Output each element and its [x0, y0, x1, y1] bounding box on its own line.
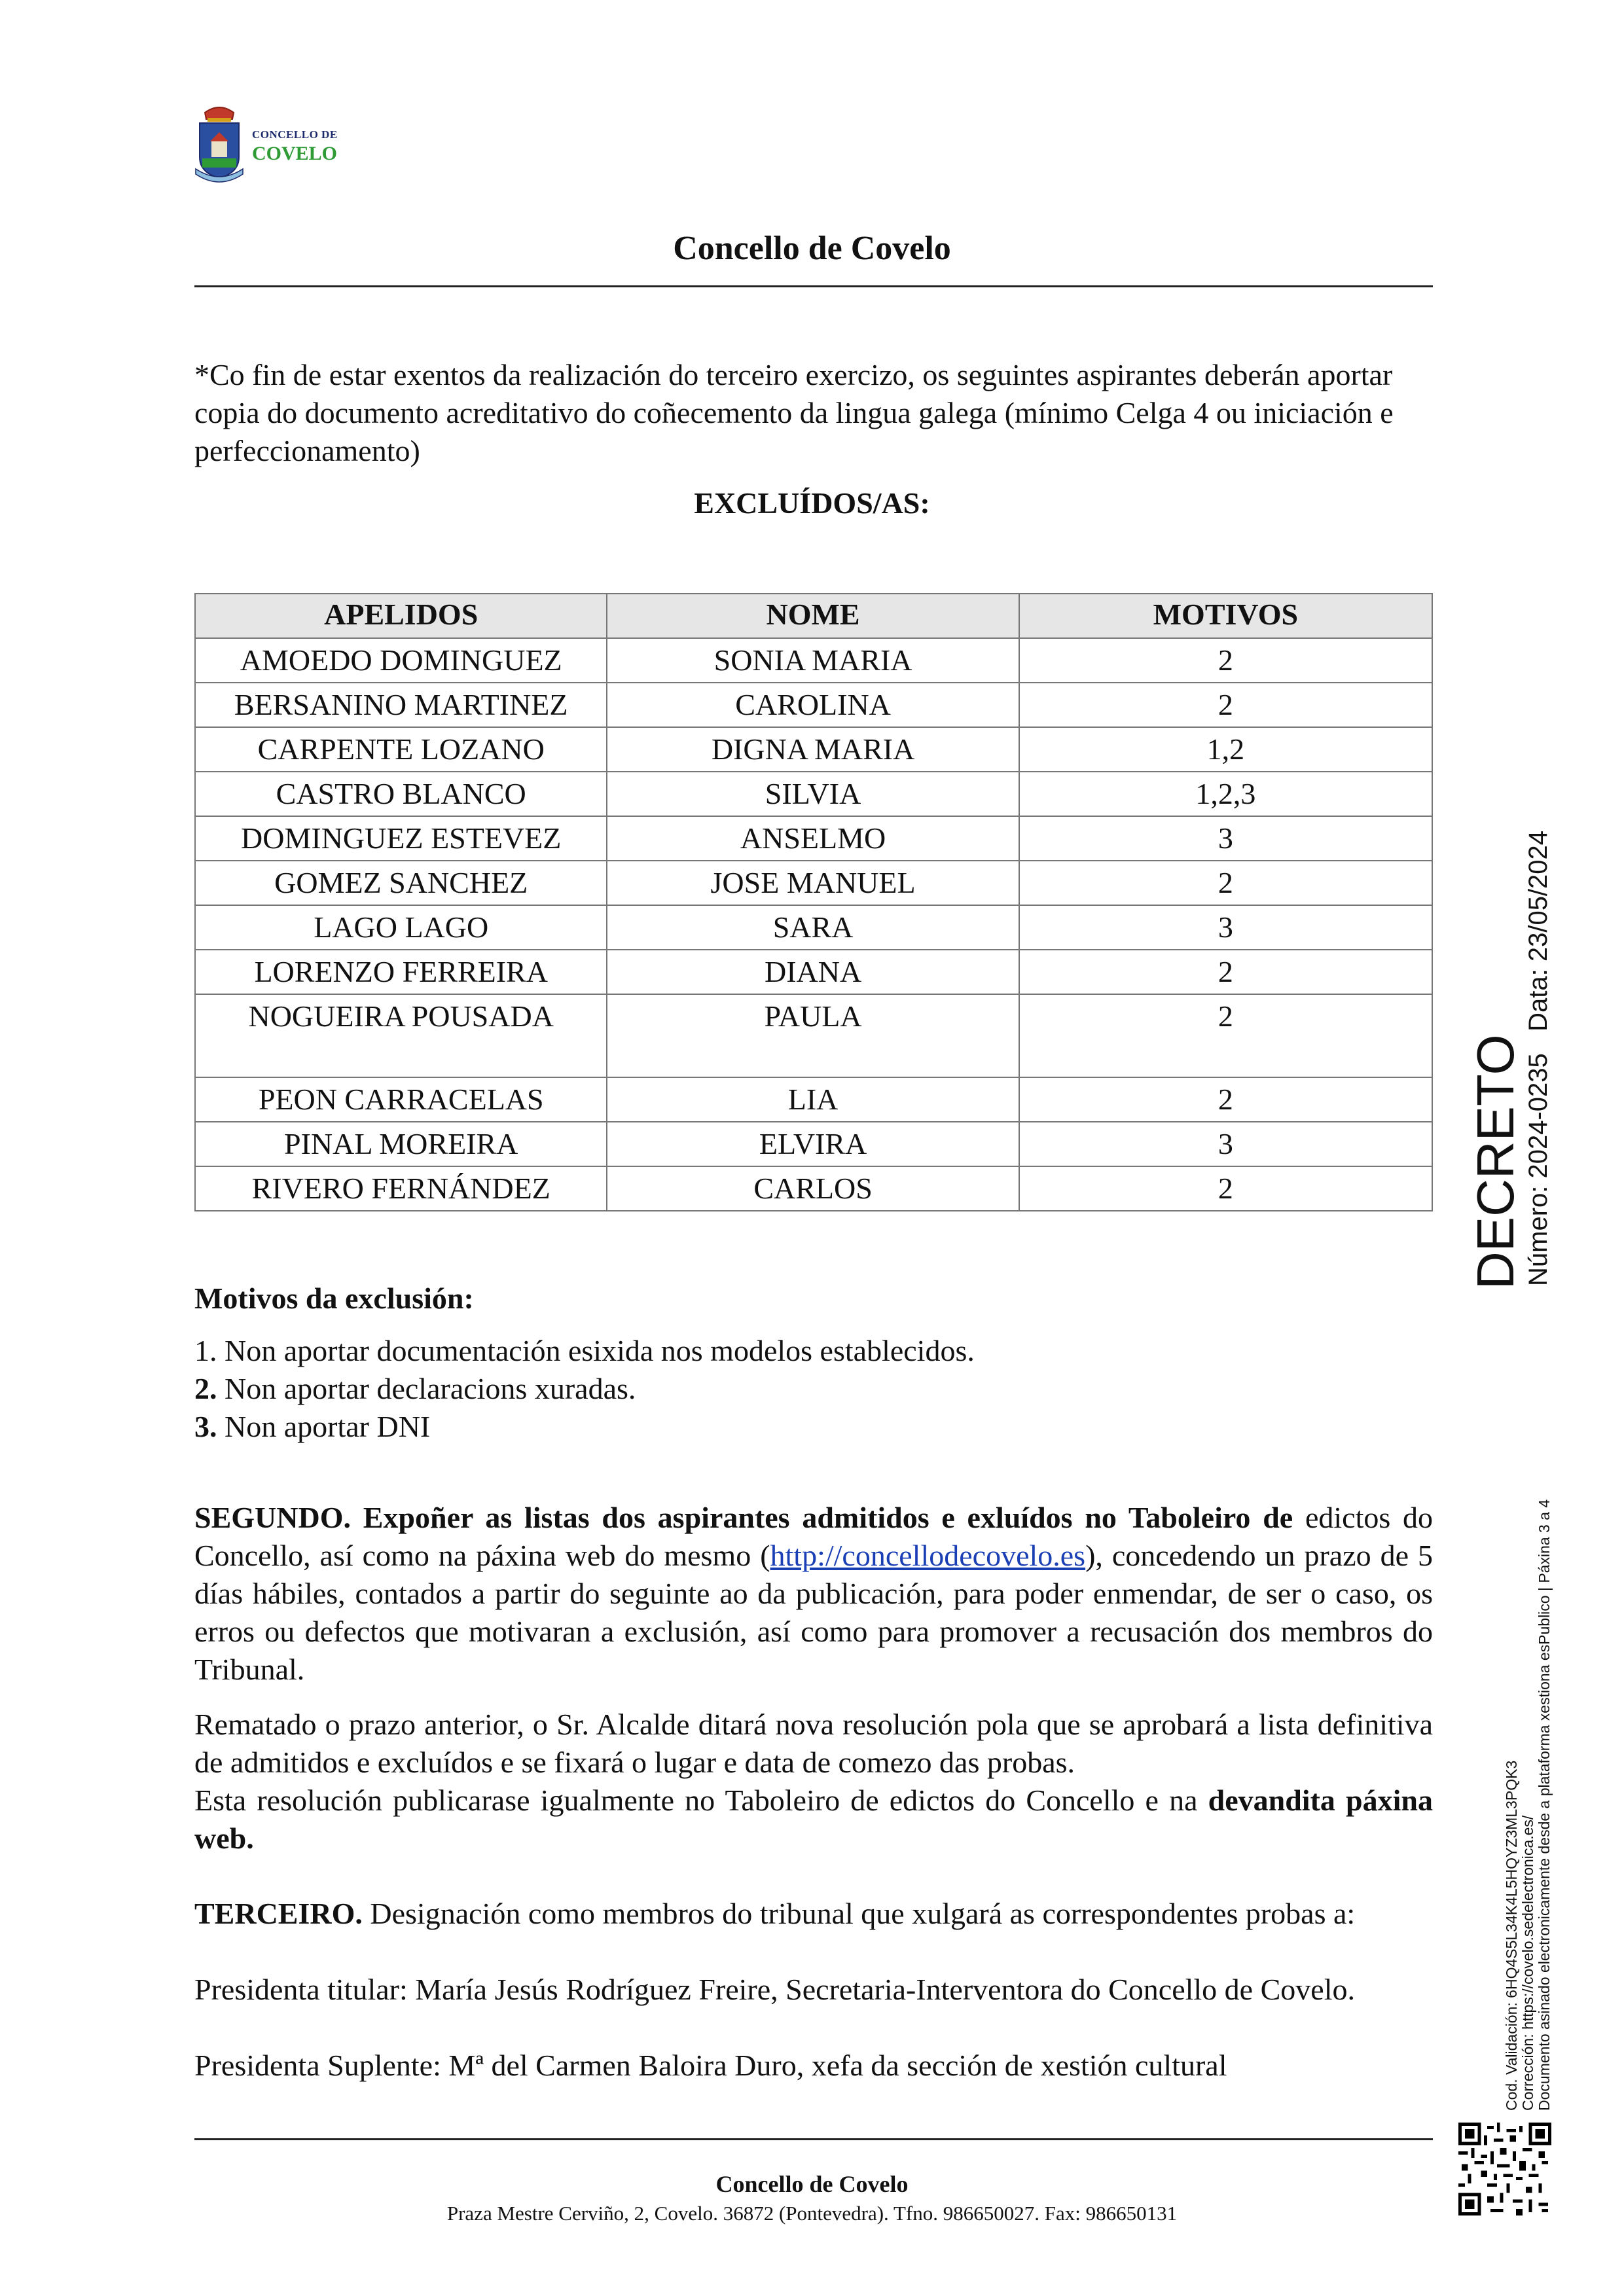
list-item — [194, 1332, 975, 1370]
motivos-list — [194, 1332, 975, 1446]
qr-code-icon — [1458, 2123, 1551, 2215]
segundo-paragraph-2: Rematado o prazo anterior, o Sr. Alcalde ditará nova resolución pola que se aprobará a lista definitiva de admitidos e excluídos e se fixará o lugar e data de comezo das probas. — [194, 1708, 1433, 1779]
website-link[interactable]: http://concellodecovelo.es — [770, 1539, 1086, 1572]
page-title: Concello de Covelo — [673, 230, 951, 267]
table-row — [195, 1122, 1432, 1166]
cell-apelidos: NOGUEIRA POUSADA — [195, 994, 607, 1077]
table-row — [195, 727, 1432, 772]
header-nome: NOME — [607, 594, 1019, 638]
segundo-para3-bold: devandita páxina web. — [194, 1784, 1433, 1855]
excluded-heading: EXCLUÍDOS/AS: — [694, 486, 930, 520]
table-row — [195, 1166, 1432, 1211]
table-row — [195, 950, 1432, 994]
decreto-stamp: DECRETO — [1466, 1034, 1525, 1289]
segundo-text2: ), concedendo un prazo de 5 días hábiles, contados a partir do seguinte ao da publicación, para poder enmendar, de ser o caso, os erros ou defectos que motivaran a exclusión, así como para promover a recusación dos membros do Tribunal. — [194, 1539, 1433, 1686]
table-header-row — [195, 594, 1432, 638]
cell-nome: DIANA — [607, 950, 1019, 994]
cell-nome: ELVIRA — [607, 1122, 1019, 1166]
motivo-number: 1. — [194, 1334, 217, 1367]
motivo-text: Non aportar DNI — [217, 1410, 431, 1443]
intro-paragraph: *Co fin de estar exentos da realización do terceiro exercizo, os seguintes aspirantes deberán aportar copia do documento acreditativo do coñecemento da lingua galega (mínimo Celga 4 ou iniciación e perfeccionamento) — [194, 358, 1394, 467]
cell-apelidos: PINAL MOREIRA — [195, 1122, 607, 1166]
cell-apelidos: DOMINGUEZ ESTEVEZ — [195, 816, 607, 861]
header-apelidos: APELIDOS — [195, 594, 607, 638]
cell-motivos: 1,2,3 — [1019, 772, 1432, 816]
validation-signature: Documento asinado electronicamente desde a plataforma xestiona esPublico | Páxina 3 a 4 — [1536, 1499, 1553, 2111]
cell-apelidos: CARPENTE LOZANO — [195, 727, 607, 772]
coat-of-arms-icon — [193, 103, 245, 195]
footer-address: Praza Mestre Cerviño, 2, Covelo. 36872 (Pontevedra). Tfno. 986650027. Fax: 986650131 — [446, 2202, 1178, 2225]
motivo-text: Non aportar declaracions xuradas. — [217, 1372, 636, 1405]
segundo-paragraph — [194, 1499, 1433, 1689]
cell-apelidos: BERSANINO MARTINEZ — [195, 683, 607, 727]
cell-motivos: 2 — [1019, 950, 1432, 994]
presidenta-titular: Presidenta titular: María Jesús Rodríguez Freire, Secretaria-Interventora do Concello de Covelo. — [194, 1973, 1355, 2006]
cell-apelidos: RIVERO FERNÁNDEZ — [195, 1166, 607, 1211]
cell-motivos: 2 — [1019, 1077, 1432, 1122]
cell-apelidos: GOMEZ SANCHEZ — [195, 861, 607, 905]
table-row — [195, 994, 1432, 1077]
cell-motivos: 3 — [1019, 1122, 1432, 1166]
table-row — [195, 772, 1432, 816]
motivo-number: 3. — [194, 1410, 217, 1443]
cell-motivos: 3 — [1019, 816, 1432, 861]
cell-nome: SONIA MARIA — [607, 638, 1019, 683]
footer-title: Concello de Covelo — [715, 2171, 909, 2197]
terceiro-text: Designación como membros do tribunal que xulgará as correspondentes probas a: — [362, 1897, 1356, 1930]
motivo-text: Non aportar documentación esixida nos modelos establecidos. — [217, 1334, 975, 1367]
cell-motivos: 1,2 — [1019, 727, 1432, 772]
footer-divider — [194, 2138, 1433, 2140]
cell-motivos: 3 — [1019, 905, 1432, 950]
validation-block — [1504, 1499, 1553, 2111]
header-divider — [194, 285, 1433, 287]
validation-url: Corrección: https://covelo.sedelectronica.es/ — [1519, 1815, 1536, 2111]
cell-apelidos: CASTRO BLANCO — [195, 772, 607, 816]
table-row — [195, 638, 1432, 683]
logo-text-line1: CONCELLO DE — [252, 128, 338, 141]
table-row — [195, 683, 1432, 727]
list-item — [194, 1408, 975, 1446]
segundo-lead: SEGUNDO. Expoñer as listas dos aspirantes admitidos e exluídos no Taboleiro de — [194, 1501, 1293, 1534]
cell-nome: CARLOS — [607, 1166, 1019, 1211]
segundo-paragraph-3 — [194, 1782, 1433, 1857]
cell-apelidos: AMOEDO DOMINGUEZ — [195, 638, 607, 683]
table-row — [195, 861, 1432, 905]
segundo-para3-text: Esta resolución publicarase igualmente no Taboleiro de edictos do Concello e na — [194, 1784, 1208, 1817]
table-row — [195, 1077, 1432, 1122]
terceiro-paragraph — [194, 1895, 1433, 1933]
cell-motivos: 2 — [1019, 638, 1432, 683]
list-item — [194, 1370, 975, 1408]
cell-motivos: 2 — [1019, 683, 1432, 727]
cell-nome: CAROLINA — [607, 683, 1019, 727]
presidenta-suplente: Presidenta Suplente: Mª del Carmen Baloira Duro, xefa da sección de xestión cultural — [194, 2049, 1227, 2082]
council-logo — [193, 103, 350, 195]
cell-nome: PAULA — [607, 994, 1019, 1077]
segundo-text1: edictos do Concello, así como na páxina web do mesmo ( — [194, 1501, 1434, 1572]
table-row — [195, 905, 1432, 950]
decreto-number-date: Número: 2024-0235 Data: 23/05/2024 — [1524, 830, 1553, 1286]
cell-nome: LIA — [607, 1077, 1019, 1122]
cell-apelidos: LAGO LAGO — [195, 905, 607, 950]
cell-nome: JOSE MANUEL — [607, 861, 1019, 905]
table-row — [195, 816, 1432, 861]
validation-code: Cod. Validación: 6HQ4S5L34K4L5HQYZ3ML3PQK3 — [1503, 1760, 1520, 2111]
cell-nome: ANSELMO — [607, 816, 1019, 861]
cell-apelidos: PEON CARRACELAS — [195, 1077, 607, 1122]
motivo-number: 2. — [194, 1372, 217, 1405]
logo-text-line2: COVELO — [252, 143, 338, 164]
cell-motivos: 2 — [1019, 861, 1432, 905]
excluded-table — [194, 593, 1433, 1211]
cell-nome: DIGNA MARIA — [607, 727, 1019, 772]
cell-apelidos: LORENZO FERREIRA — [195, 950, 607, 994]
header-motivos: MOTIVOS — [1019, 594, 1432, 638]
cell-nome: SARA — [607, 905, 1019, 950]
motivos-heading: Motivos da exclusión: — [194, 1282, 474, 1315]
terceiro-lead: TERCEIRO. — [194, 1897, 363, 1930]
cell-nome: SILVIA — [607, 772, 1019, 816]
cell-motivos: 2 — [1019, 994, 1432, 1077]
cell-motivos: 2 — [1019, 1166, 1432, 1211]
